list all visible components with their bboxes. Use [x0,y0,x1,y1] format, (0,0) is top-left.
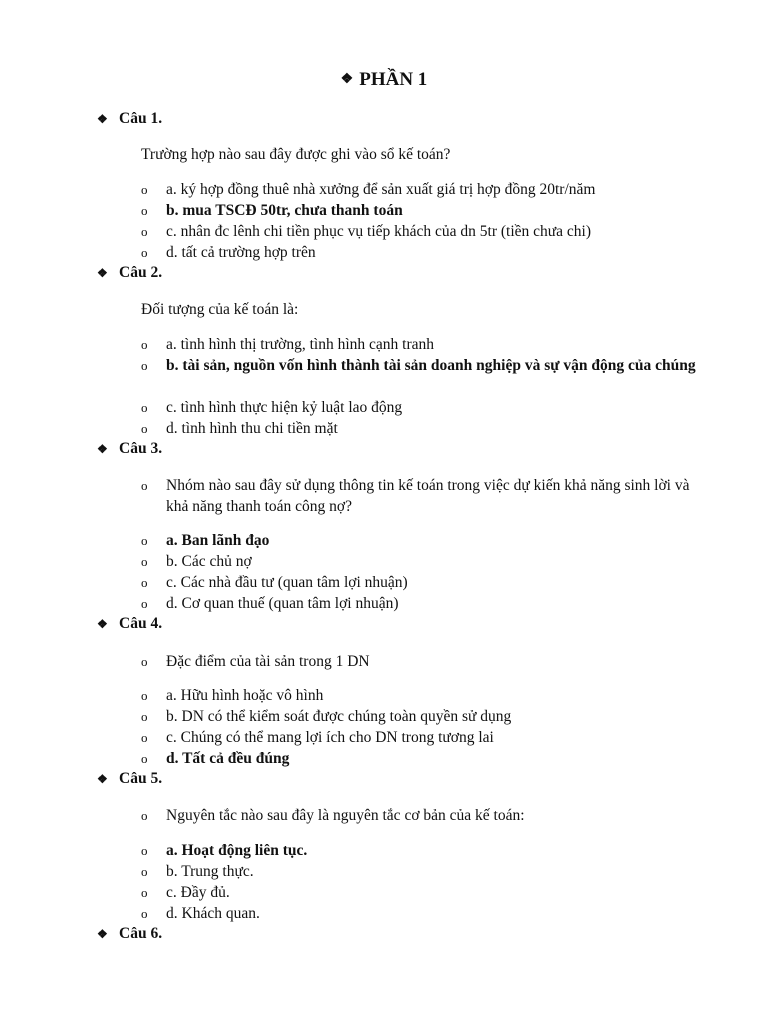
circle-bullet-icon: o [141,400,148,415]
question-4-heading [97,615,162,633]
circle-bullet-icon: o [141,421,148,436]
question-2-option-b: o b. tài sản, nguồn vốn hình thành tài sản doanh nghiệp và sự vận động của chúng [141,357,696,374]
circle-bullet-icon: o [141,182,148,197]
circle-bullet-icon: o [141,575,148,590]
circle-bullet-icon: o [141,885,148,900]
question-2-option-d: o d. tình hình thu chi tiền mặt [141,420,338,437]
question-6-heading [97,925,162,943]
circle-bullet-icon: o [141,808,148,823]
question-4-option-b: o b. DN có thể kiểm soát được chúng toàn quyền sử dụng [141,708,512,725]
question-label: Câu 1. [119,110,163,127]
diamond-bullet-icon: ❖ [97,266,108,280]
question-2-option-c: o c. tình hình thực hiện kỷ luật lao động [141,399,403,416]
circle-bullet-icon: o [141,864,148,879]
question-5-option-a: o a. Hoạt động liên tục. [141,842,308,859]
diamond-bullet-icon: ❖ [97,772,108,786]
diamond-bullet-icon: ❖ [97,442,108,456]
question-2-option-a: o a. tình hình thị trường, tình hình cạnh tranh [141,336,435,353]
question-label: Câu 6. [119,925,163,942]
question-1-option-b: o b. mua TSCĐ 50tr, chưa thanh toán [141,202,403,219]
question-4-option-c: o c. Chúng có thể mang lợi ích cho DN trong tương lai [141,729,494,746]
question-1-option-c: o c. nhân đc lênh chi tiền phục vụ tiếp khách của dn 5tr (tiền chưa chi) [141,223,592,240]
question-3-heading [97,440,162,458]
question-1-option-d: o d. tất cả trường hợp trên [141,244,316,261]
diamond-bullet-icon: ❖ [340,72,354,87]
circle-bullet-icon: o [141,245,148,260]
question-label: Câu 5. [119,770,163,787]
question-2-stem: Đối tượng của kế toán là: [141,301,299,318]
question-1-stem: Trường hợp nào sau đây được ghi vào sổ kế toán? [141,146,451,163]
question-4-option-a: o a. Hữu hình hoặc vô hình [141,687,324,704]
circle-bullet-icon: o [141,203,148,218]
diamond-bullet-icon: ❖ [97,617,108,631]
circle-bullet-icon: o [141,654,148,669]
circle-bullet-icon: o [141,554,148,569]
question-3-stem: o Nhóm nào sau đây sử dụng thông tin kế toán trong việc dự kiến khả năng sinh lời và khả năng thanh toán công nợ? [141,477,690,515]
question-3-option-a: o a. Ban lãnh đạo [141,532,270,549]
circle-bullet-icon: o [141,906,148,921]
circle-bullet-icon: o [141,843,148,858]
question-label: Câu 3. [119,440,163,457]
question-3-option-d: o d. Cơ quan thuế (quan tâm lợi nhuận) [141,595,399,612]
question-label: Câu 2. [119,264,163,281]
circle-bullet-icon: o [141,751,148,766]
circle-bullet-icon: o [141,533,148,548]
circle-bullet-icon: o [141,709,148,724]
question-5-stem: o Nguyên tắc nào sau đây là nguyên tắc cơ bản của kế toán: [141,807,525,824]
circle-bullet-icon: o [141,478,148,493]
question-5-option-c: o c. Đầy đủ. [141,884,230,901]
question-3-option-c: o c. Các nhà đầu tư (quan tâm lợi nhuận) [141,574,408,591]
question-4-stem: o Đặc điểm của tài sản trong 1 DN [141,653,370,670]
question-1-heading [97,110,162,128]
question-1-option-a: o a. ký hợp đồng thuê nhà xưởng để sản xuất giá trị hợp đồng 20tr/năm [141,181,596,198]
section-title [0,69,768,91]
question-5-option-d: o d. Khách quan. [141,905,260,922]
section-title-text: PHẦN 1 [359,69,428,90]
diamond-bullet-icon: ❖ [97,927,108,941]
question-4-option-d: o d. Tất cả đều đúng [141,750,290,767]
question-5-option-b: o b. Trung thực. [141,863,254,880]
circle-bullet-icon: o [141,596,148,611]
circle-bullet-icon: o [141,730,148,745]
question-2-heading [97,264,162,282]
circle-bullet-icon: o [141,688,148,703]
diamond-bullet-icon: ❖ [97,112,108,126]
circle-bullet-icon: o [141,358,148,373]
circle-bullet-icon: o [141,224,148,239]
question-3-option-b: o b. Các chủ nợ [141,553,252,570]
question-5-heading [97,770,162,788]
question-label: Câu 4. [119,615,163,632]
circle-bullet-icon: o [141,337,148,352]
